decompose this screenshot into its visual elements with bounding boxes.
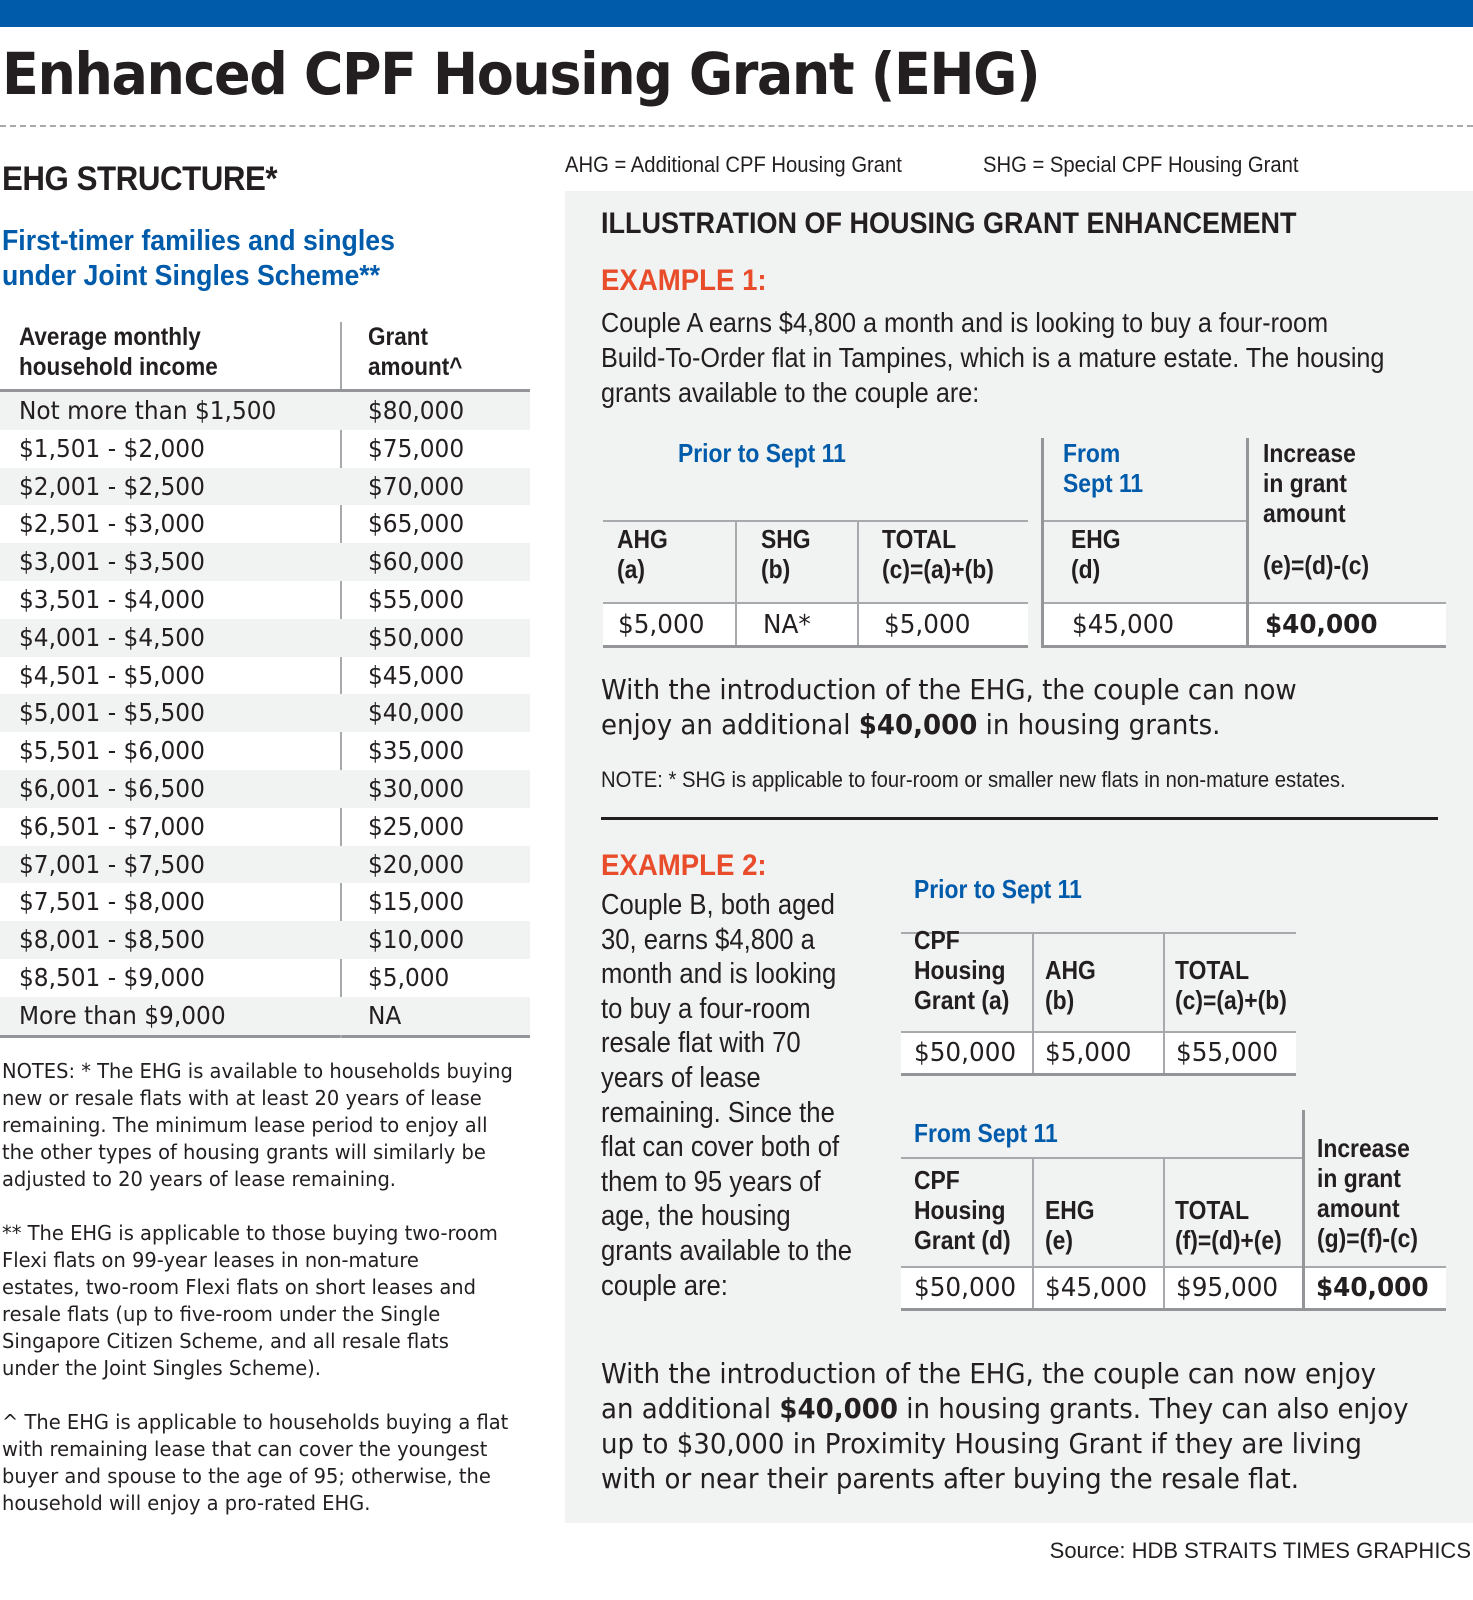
value-ahg: $5,000 — [618, 610, 705, 640]
header-line: (d) — [1071, 554, 1101, 584]
value-total: $95,000 — [1176, 1273, 1279, 1303]
column-header-cpf-grant — [914, 925, 1009, 1015]
page-title: Enhanced CPF Housing Grant (EHG) — [2, 40, 1040, 108]
from-sept-11-label — [1063, 438, 1143, 498]
note-line: Flexi flats on 99-year leases in non-mature — [2, 1248, 419, 1272]
summary-line: With the introduction of the EHG, the couple can now enjoy — [601, 1357, 1377, 1390]
income-cell: $2,001 - $2,500 — [19, 471, 205, 501]
table-row — [0, 921, 530, 959]
income-cell: $6,001 - $6,500 — [19, 773, 205, 803]
increase-divider — [1246, 438, 1249, 647]
column-divider — [735, 520, 737, 647]
value-ehg: $45,000 — [1072, 610, 1175, 640]
table-row — [0, 883, 530, 921]
example-2-description — [601, 888, 852, 1303]
section-divider — [601, 817, 1438, 820]
value-shg: NA* — [763, 610, 811, 640]
header-line: CPF — [914, 925, 960, 955]
desc-line: flat can cover both of — [601, 1131, 840, 1164]
top-accent-bar — [0, 0, 1473, 27]
source-credit: Source: HDB STRAITS TIMES GRAPHICS — [1049, 1538, 1471, 1563]
section-title-ehg-structure: EHG STRUCTURE* — [2, 160, 278, 198]
column-divider — [857, 520, 859, 647]
header-line: household income — [19, 353, 218, 381]
income-cell: $7,001 - $7,500 — [19, 849, 205, 879]
desc-line: grants available to the — [601, 1234, 852, 1267]
table-row — [0, 505, 530, 543]
header-line: Increase — [1317, 1133, 1410, 1163]
desc-line: resale flat with 70 — [601, 1027, 801, 1060]
subtitle-line: First-timer families and singles — [2, 225, 395, 257]
income-cell: More than $9,000 — [19, 1000, 226, 1030]
header-line: EHG — [1045, 1195, 1095, 1225]
income-cell: $3,501 - $4,000 — [19, 584, 205, 614]
example-2-summary — [601, 1356, 1409, 1496]
example-1-label: EXAMPLE 1: — [601, 264, 767, 297]
divider — [603, 520, 1028, 522]
desc-line: Couple A earns $4,800 a month and is looking to buy a four-room — [601, 307, 1329, 338]
table-row — [0, 430, 530, 468]
column-header-ehg — [1045, 1195, 1095, 1255]
table-row — [0, 959, 530, 997]
note-line: remaining. The minimum lease period to enjoy all — [2, 1113, 488, 1137]
column-divider — [1032, 932, 1034, 1075]
header-line: amount^ — [368, 353, 463, 381]
income-cell: $6,501 - $7,000 — [19, 811, 205, 841]
header-line: From — [1063, 438, 1121, 468]
abbreviation-shg: SHG = Special CPF Housing Grant — [983, 152, 1299, 177]
table-row — [0, 619, 530, 657]
value-increase: $40,000 — [1265, 610, 1378, 640]
table-bottom-rule — [1041, 645, 1446, 648]
text: an additional — [601, 1392, 780, 1425]
income-cell: $1,501 - $2,000 — [19, 433, 205, 463]
table-row — [0, 581, 530, 619]
shg-note: NOTE: * SHG is applicable to four-room or smaller new flats in non-mature estates. — [601, 767, 1346, 792]
summary-line: with or near their parents after buying the resale flat. — [601, 1462, 1299, 1495]
header-line: Housing — [914, 1195, 1006, 1225]
column-header-total — [882, 524, 994, 584]
divider — [901, 1157, 1303, 1159]
desc-line: month and is looking — [601, 958, 837, 991]
grant-cell: $20,000 — [368, 849, 465, 879]
text: enjoy an additional — [601, 708, 859, 741]
header-line: (b) — [1045, 985, 1075, 1015]
value-increase: $40,000 — [1316, 1273, 1429, 1303]
header-line: SHG — [761, 524, 811, 554]
note-line: ^ The EHG is applicable to households buying a flat — [2, 1410, 509, 1434]
header-line: CPF — [914, 1165, 960, 1195]
example-2-label: EXAMPLE 2: — [601, 849, 767, 882]
header-line: (b) — [761, 554, 791, 584]
note-line: Singapore Citizen Scheme, and all resale flats — [2, 1329, 449, 1353]
table-bottom-rule — [603, 645, 1028, 648]
text: in housing grants. — [977, 708, 1221, 741]
table-row — [0, 694, 530, 732]
header-line: amount — [1317, 1193, 1400, 1223]
header-line: (c)=(a)+(b) — [882, 554, 994, 584]
column-header-shg — [761, 524, 811, 584]
grant-cell: $65,000 — [368, 509, 465, 539]
column-header-total — [1175, 1195, 1282, 1255]
column-header-ahg — [617, 524, 668, 584]
column-header-ehg — [1071, 524, 1121, 584]
column-header-ahg — [1045, 955, 1096, 1015]
header-line: Grant (d) — [914, 1225, 1011, 1255]
header-line: AHG — [1045, 955, 1096, 985]
grant-cell: $45,000 — [368, 660, 465, 690]
grant-cell: $15,000 — [368, 887, 465, 917]
note-line: adjusted to 20 years of lease remaining. — [2, 1167, 397, 1191]
header-line: (g)=(f)-(c) — [1317, 1223, 1419, 1253]
value-total: $5,000 — [884, 610, 971, 640]
income-cell: $3,001 - $3,500 — [19, 547, 205, 577]
value-ahg: $5,000 — [1045, 1038, 1132, 1068]
column-divider — [1032, 1157, 1034, 1310]
summary-line: With the introduction of the EHG, the couple can now — [601, 673, 1297, 706]
note-line: with remaining lease that can cover the youngest — [2, 1437, 488, 1461]
value-cpf-grant: $50,000 — [914, 1273, 1017, 1303]
divider — [1041, 520, 1248, 522]
income-cell: $8,501 - $9,000 — [19, 962, 205, 992]
footnotes — [2, 1058, 547, 1544]
desc-line: grants available to the couple are: — [601, 377, 980, 408]
table-row — [0, 732, 530, 770]
income-cell: $5,001 - $5,500 — [19, 698, 205, 728]
footnote-caret — [2, 1409, 548, 1517]
highlight-amount: $40,000 — [779, 1392, 898, 1425]
desc-line: 30, earns $4,800 a — [601, 923, 815, 956]
income-cell: $8,001 - $8,500 — [19, 925, 205, 955]
header-line: in grant — [1317, 1163, 1401, 1193]
income-cell: $7,501 - $8,000 — [19, 887, 205, 917]
column-header-grant — [368, 322, 462, 382]
header-line: AHG — [617, 524, 668, 554]
note-line: under the Joint Singles Scheme). — [2, 1356, 321, 1380]
text: in housing grants. They can also enjoy — [897, 1392, 1409, 1425]
header-line: EHG — [1071, 524, 1121, 554]
increase-header — [1263, 438, 1369, 580]
desc-line: years of lease — [601, 1061, 761, 1094]
income-cell: Not more than $1,500 — [19, 396, 277, 425]
grant-cell: $50,000 — [368, 622, 465, 652]
value-ehg: $45,000 — [1045, 1273, 1148, 1303]
table-row — [0, 543, 530, 581]
value-cpf-grant: $50,000 — [914, 1038, 1017, 1068]
column-divider — [1163, 1157, 1165, 1310]
grant-cell: NA — [368, 1000, 402, 1030]
desc-line: Build-To-Order flat in Tampines, which is a mature estate. The housing — [601, 342, 1385, 373]
dashed-divider — [0, 125, 1473, 127]
income-cell: $2,501 - $3,000 — [19, 509, 205, 539]
table-row — [0, 846, 530, 884]
note-line: household will enjoy a pro-rated EHG. — [2, 1491, 371, 1515]
header-line: (f)=(d)+(e) — [1175, 1225, 1282, 1255]
panel-title: ILLUSTRATION OF HOUSING GRANT ENHANCEMENT — [601, 207, 1297, 240]
desc-line: to buy a four-room — [601, 992, 811, 1025]
value-total: $55,000 — [1176, 1038, 1279, 1068]
header-line: Increase — [1263, 438, 1356, 468]
increase-header — [1317, 1133, 1418, 1253]
grant-cell: $10,000 — [368, 925, 465, 955]
header-line: Housing — [914, 955, 1006, 985]
desc-line: age, the housing — [601, 1200, 791, 1233]
note-line: NOTES: * The EHG is available to households buying — [2, 1059, 513, 1083]
table-row — [0, 997, 530, 1035]
summary-line: up to $30,000 in Proximity Housing Grant if they are living — [601, 1427, 1362, 1460]
header-line: amount — [1263, 498, 1346, 528]
header-line: Grant (a) — [914, 985, 1010, 1015]
header-line: (a) — [617, 554, 645, 584]
header-line: Average monthly — [19, 323, 201, 351]
desc-line: remaining. Since the — [601, 1096, 835, 1129]
grant-cell: $60,000 — [368, 547, 465, 577]
table-row — [0, 468, 530, 506]
header-line: TOTAL — [882, 524, 957, 554]
prior-to-sept-11-label: Prior to Sept 11 — [678, 438, 846, 468]
example-1-summary — [601, 672, 1297, 742]
desc-line: them to 95 years of — [601, 1165, 821, 1198]
header-line: TOTAL — [1175, 955, 1250, 985]
footnote-asterisk — [2, 1058, 548, 1193]
column-divider — [1163, 932, 1165, 1075]
ehg-grant-table — [0, 322, 530, 1038]
summary-line — [601, 1391, 1409, 1426]
highlight-amount: $40,000 — [858, 708, 978, 741]
table-bottom-rule — [901, 1073, 1296, 1076]
desc-line: Couple B, both aged — [601, 889, 835, 921]
column-header-total — [1175, 955, 1287, 1015]
table-row — [0, 808, 530, 846]
note-line: ** The EHG is applicable to those buying two-room — [2, 1221, 498, 1245]
abbreviation-ahg: AHG = Additional CPF Housing Grant — [565, 152, 902, 177]
grant-cell: $55,000 — [368, 584, 465, 614]
table-row — [0, 657, 530, 695]
header-line: Sept 11 — [1063, 468, 1144, 498]
grant-cell: $70,000 — [368, 471, 465, 501]
grant-cell: $75,000 — [368, 433, 465, 463]
header-line: (e)=(d)-(c) — [1263, 550, 1370, 580]
income-cell: $4,001 - $4,500 — [19, 622, 205, 652]
table-row — [0, 392, 530, 430]
header-line: (e) — [1045, 1225, 1073, 1255]
header-line: (c)=(a)+(b) — [1175, 985, 1287, 1015]
increase-divider — [1302, 1110, 1305, 1310]
from-sept-11-label: From Sept 11 — [914, 1118, 1058, 1148]
note-line: new or resale flats with at least 20 years of lease — [2, 1086, 482, 1110]
grant-cell: $40,000 — [368, 698, 465, 728]
header-line: Grant — [368, 323, 429, 351]
section-subtitle — [2, 224, 395, 294]
column-header-cpf-grant — [914, 1165, 1011, 1255]
income-cell: $4,501 - $5,000 — [19, 660, 205, 690]
header-line: TOTAL — [1175, 1195, 1250, 1225]
grant-cell: $25,000 — [368, 811, 465, 841]
header-line: in grant — [1263, 468, 1347, 498]
note-line: buyer and spouse to the age of 95; otherwise, the — [2, 1464, 491, 1488]
note-line: resale flats (up to five-room under the Single — [2, 1302, 441, 1326]
period-divider — [1041, 438, 1044, 647]
grant-cell: $30,000 — [368, 773, 465, 803]
subtitle-line: under Joint Singles Scheme** — [2, 260, 381, 292]
table-bottom-rule — [0, 1035, 530, 1038]
grant-cell: $5,000 — [368, 962, 450, 992]
table-row — [0, 770, 530, 808]
column-header-income — [19, 322, 218, 382]
prior-to-sept-11-label: Prior to Sept 11 — [914, 874, 1082, 904]
example-1-description — [601, 305, 1384, 410]
summary-line — [601, 707, 1297, 742]
grant-cell: $80,000 — [368, 396, 465, 425]
desc-line: couple are: — [601, 1269, 728, 1302]
note-line: estates, two-room Flexi flats on short leases and — [2, 1275, 476, 1299]
footnote-double-asterisk — [2, 1220, 548, 1382]
income-cell: $5,501 - $6,000 — [19, 736, 205, 766]
note-line: the other types of housing grants will similarly be — [2, 1140, 486, 1164]
table-header — [0, 322, 530, 392]
table-bottom-rule — [901, 1308, 1446, 1311]
grant-cell: $35,000 — [368, 736, 465, 766]
